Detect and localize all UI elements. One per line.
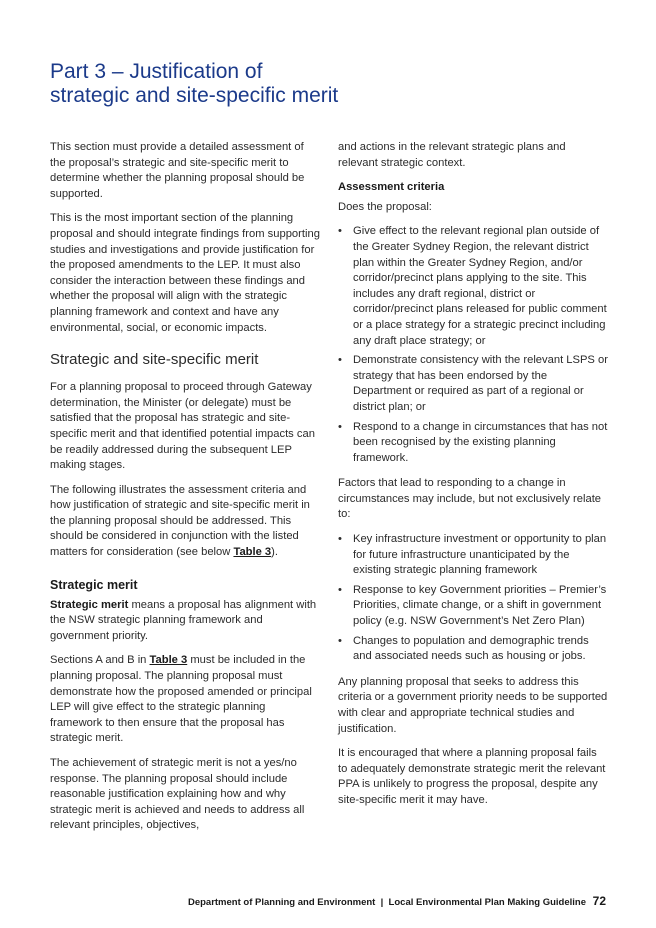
strategic-merit-definition: Strategic merit means a proposal has alignment with the NSW strategic planning framework and government priority. <box>50 598 317 642</box>
bullet-icon: • <box>338 225 342 238</box>
table-3-link[interactable]: Table 3 <box>233 546 272 559</box>
bullet-icon: • <box>338 533 342 546</box>
list-item: • Demonstrate consistency with the relevant LSPS or strategy that has been endorsed by the Department or required as part of a regional or district plan; or <box>338 354 608 413</box>
bullet-icon: • <box>338 583 342 596</box>
right-column <box>338 140 608 818</box>
supported-paragraph: Any planning proposal that seeks to address this criteria or a government priority needs to be supported with clear and appropriate technical studies and justification. <box>338 675 608 735</box>
criteria-list <box>338 224 608 466</box>
footer-text: Department of Planning and Environment | Local Environmental Plan Making Guideline <box>187 897 586 908</box>
sections-paragraph: Sections A and B in Table 3 must be included in the planning proposal. The planning proposal must demonstrate how the proposed amended or principal LEP will give effect to the strategic planning framework to then ensure that the proposal has strategic merit. <box>50 654 312 745</box>
list-item: • Give effect to the relevant regional plan outside of the Greater Sydney Region, the relevant district plan within the Greater Sydney Region, and/or corridor/precinct plans applying to the site. This includes any draft regional, district or corridor/precinct plans released for public comment or a place strategy for a strategic precinct including any draft place strategy; or <box>338 225 607 347</box>
list-item: • Response to key Government priorities – Premier’s Priorities, climate change, or a shift in government policy (e.g. NSW Government’s Net Zero Plan) <box>338 583 607 628</box>
bullet-icon: • <box>338 420 342 433</box>
section-heading-strategic-merit: Strategic merit <box>50 577 138 592</box>
bullet-icon: • <box>338 354 342 367</box>
bullet-icon: • <box>338 634 342 647</box>
page-number: 72 <box>592 894 606 908</box>
encouraged-paragraph: It is encouraged that where a planning proposal fails to adequately demonstrate strategic merit the relevant PPA is unlikely to progress the proposal, despite any site-specific merit it may have. <box>338 747 606 806</box>
list-item: • Changes to population and demographic trends and associated needs such as housing or jobs. <box>338 634 589 663</box>
page-title: Part 3 – Justification of strategic and site-specific merit <box>50 60 339 107</box>
assessment-criteria-heading: Assessment criteria <box>338 181 445 194</box>
gateway-paragraph: For a planning proposal to proceed through Gateway determination, the Minister (or delegate) must be satisfied that the proposal has strategic and site-specific merit and that identified potential impacts can be readily addressed during the subsequent LEP making stages. <box>50 381 315 472</box>
page-footer <box>188 894 606 908</box>
achievement-paragraph: The achievement of strategic merit is not a yes/no response. The planning proposal should include reasonable justification explaining how and why strategic merit is achieved and needs to address all relevant principles, objectives, <box>50 757 305 832</box>
list-item: • Respond to a change in circumstances that has not been recognised by the existing planning framework. <box>338 420 608 464</box>
factors-list <box>338 532 608 665</box>
continuation-paragraph: and actions in the relevant strategic plans and relevant strategic context. <box>338 141 566 169</box>
table-3-link[interactable]: Table 3 <box>149 654 188 667</box>
section-heading-merit: Strategic and site-specific merit <box>50 351 259 369</box>
importance-paragraph: This is the most important section of the planning proposal and should integrate findings from supporting studies and investigations and provide justification for the proposed amendments to the LEP. It must also consider the interaction between these findings and whether the proposal will align with the strategic planning framework and context and have any environmental, social, or economic impacts. <box>50 212 320 334</box>
criteria-intro-paragraph: The following illustrates the assessment criteria and how justification of strategic and site-specific merit in the planning proposal should be addressed. This should be considered in conjunction with the listed matters for consideration (see below Table 3). <box>50 483 310 559</box>
factors-paragraph: Factors that lead to responding to a change in circumstances may include, but not exclusively relate to: <box>338 477 602 521</box>
left-column <box>50 140 320 843</box>
list-item: • Key infrastructure investment or opportunity to plan for future infrastructure unanticipated by the existing strategic planning framework <box>338 533 607 577</box>
does-the-proposal: Does the proposal: <box>338 200 432 213</box>
intro-paragraph: This section must provide a detailed assessment of the proposal’s strategic and site-specific merit to determine whether the planning proposal should be supported. <box>50 141 305 200</box>
